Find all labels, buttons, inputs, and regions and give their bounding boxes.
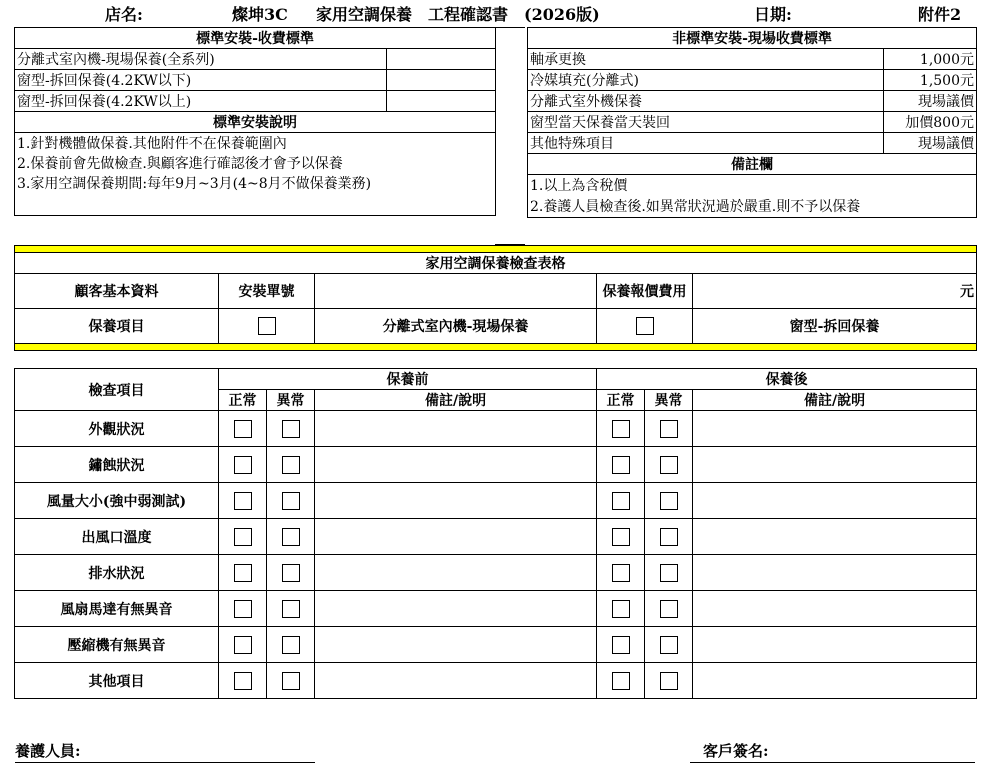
nonstandard-item: 窗型當天保養當天裝回 bbox=[528, 112, 884, 133]
standard-item: 窗型-拆回保養(4.2KW以下) bbox=[15, 70, 387, 91]
store-label: 店名: bbox=[105, 5, 143, 24]
standard-item: 窗型-拆回保養(4.2KW以上) bbox=[15, 91, 387, 112]
yellow-divider bbox=[15, 344, 977, 351]
checkbox[interactable] bbox=[612, 600, 630, 618]
before-remark-field[interactable] bbox=[315, 627, 597, 663]
before-normal-checkbox-cell[interactable] bbox=[219, 663, 267, 699]
nonstandard-item: 分離式室外機保養 bbox=[528, 91, 884, 112]
after-abnormal-checkbox-cell[interactable] bbox=[645, 483, 693, 519]
before-abnormal-checkbox-cell[interactable] bbox=[267, 555, 315, 591]
store-name: 燦坤3C bbox=[232, 5, 288, 24]
after-normal-checkbox-cell[interactable] bbox=[597, 519, 645, 555]
after-abnormal-checkbox-cell[interactable] bbox=[645, 591, 693, 627]
before-normal-checkbox-cell[interactable] bbox=[219, 627, 267, 663]
checkbox[interactable] bbox=[660, 564, 678, 582]
remarks-title: 備註欄 bbox=[528, 154, 977, 175]
after-remark-field[interactable] bbox=[693, 519, 977, 555]
inspection-row bbox=[15, 627, 977, 663]
before-remark-field[interactable] bbox=[315, 591, 597, 627]
inspection-row bbox=[15, 555, 977, 591]
before-label: 保養前 bbox=[219, 369, 597, 390]
inspection-row bbox=[15, 591, 977, 627]
after-normal-checkbox-cell[interactable] bbox=[597, 411, 645, 447]
option2-checkbox-cell[interactable] bbox=[597, 309, 693, 344]
before-abnormal-checkbox-cell[interactable] bbox=[267, 447, 315, 483]
before-remark-field[interactable] bbox=[315, 411, 597, 447]
nonstandard-item: 軸承更換 bbox=[528, 49, 884, 70]
standard-fee-table bbox=[14, 27, 496, 216]
after-remark-field[interactable] bbox=[693, 447, 977, 483]
nonstandard-price: 1,000元 bbox=[884, 49, 977, 70]
before-remark-field[interactable] bbox=[315, 519, 597, 555]
checkbox[interactable] bbox=[234, 600, 252, 618]
abnormal-label: 異常 bbox=[645, 390, 693, 411]
nonstandard-price: 現場議價 bbox=[884, 91, 977, 112]
checkbox[interactable] bbox=[234, 564, 252, 582]
before-abnormal-checkbox-cell[interactable] bbox=[267, 591, 315, 627]
checkbox[interactable] bbox=[660, 528, 678, 546]
inspection-item-label: 排水狀況 bbox=[15, 555, 219, 591]
remark-line: 2.養護人員檢查後.如異常狀況過於嚴重.則不予以保養 bbox=[528, 195, 977, 218]
standard-note: 3.家用空調保養期間:每年9月~3月(4~8月不做保養業務) bbox=[15, 173, 496, 193]
checkbox[interactable] bbox=[612, 492, 630, 510]
after-normal-checkbox-cell[interactable] bbox=[597, 483, 645, 519]
fee-label: 保養報價費用 bbox=[597, 274, 693, 309]
standard-price-cell[interactable] bbox=[387, 70, 496, 91]
before-abnormal-checkbox-cell[interactable] bbox=[267, 411, 315, 447]
inspection-table bbox=[14, 368, 977, 699]
normal-label: 正常 bbox=[597, 390, 645, 411]
nonstandard-item: 其他特殊項目 bbox=[528, 133, 884, 154]
nonstandard-price: 1,500元 bbox=[884, 70, 977, 91]
normal-label: 正常 bbox=[219, 390, 267, 411]
technician-label: 養護人員: bbox=[15, 742, 81, 760]
customer-signature-label: 客戶簽名: bbox=[703, 742, 769, 760]
before-normal-checkbox-cell[interactable] bbox=[219, 555, 267, 591]
after-remark-field[interactable] bbox=[693, 411, 977, 447]
checkbox[interactable] bbox=[282, 672, 300, 690]
check-form bbox=[14, 245, 977, 351]
check-form-title: 家用空調保養檢查表格 bbox=[15, 253, 977, 274]
remark-label: 備註/說明 bbox=[693, 390, 977, 411]
checkbox[interactable] bbox=[282, 456, 300, 474]
after-abnormal-checkbox-cell[interactable] bbox=[645, 519, 693, 555]
checkbox[interactable] bbox=[234, 456, 252, 474]
standard-note: 2.保養前會先做檢查.與顧客進行確認後才會予以保養 bbox=[15, 153, 496, 173]
inspection-row bbox=[15, 483, 977, 519]
currency-label: 元 bbox=[960, 284, 975, 300]
technician-signature-line[interactable] bbox=[15, 762, 315, 763]
checkbox[interactable] bbox=[612, 636, 630, 654]
after-abnormal-checkbox-cell[interactable] bbox=[645, 627, 693, 663]
inspection-row bbox=[15, 663, 977, 699]
abnormal-label: 異常 bbox=[267, 390, 315, 411]
standard-price-cell[interactable] bbox=[387, 49, 496, 70]
customer-signature-line[interactable] bbox=[690, 762, 975, 763]
before-remark-field[interactable] bbox=[315, 447, 597, 483]
option1-label: 分離式室內機-現場保養 bbox=[315, 309, 597, 344]
checkbox[interactable] bbox=[660, 636, 678, 654]
after-normal-checkbox-cell[interactable] bbox=[597, 591, 645, 627]
after-remark-field[interactable] bbox=[693, 555, 977, 591]
customer-label: 顧客基本資料 bbox=[15, 274, 219, 309]
checkbox[interactable] bbox=[234, 528, 252, 546]
checkbox[interactable] bbox=[612, 672, 630, 690]
inspect-label: 檢查項目 bbox=[15, 369, 219, 411]
checkbox[interactable] bbox=[234, 492, 252, 510]
inspection-rows bbox=[15, 411, 977, 699]
checkbox[interactable] bbox=[660, 456, 678, 474]
checkbox[interactable] bbox=[660, 420, 678, 438]
checkbox[interactable] bbox=[282, 636, 300, 654]
nonstandard-price: 加價800元 bbox=[884, 112, 977, 133]
after-remark-field[interactable] bbox=[693, 591, 977, 627]
after-abnormal-checkbox-cell[interactable] bbox=[645, 663, 693, 699]
after-normal-checkbox-cell[interactable] bbox=[597, 663, 645, 699]
standard-item: 分離式室內機-現場保養(全系列) bbox=[15, 49, 387, 70]
checkbox[interactable] bbox=[636, 317, 654, 335]
nonstandard-fee-table bbox=[527, 27, 977, 218]
column-divider bbox=[495, 27, 525, 245]
order-number-field[interactable] bbox=[315, 274, 597, 309]
checkbox[interactable] bbox=[660, 672, 678, 690]
inspection-item-label: 鏽蝕狀況 bbox=[15, 447, 219, 483]
after-remark-field[interactable] bbox=[693, 483, 977, 519]
before-remark-field[interactable] bbox=[315, 663, 597, 699]
before-abnormal-checkbox-cell[interactable] bbox=[267, 519, 315, 555]
before-abnormal-checkbox-cell[interactable] bbox=[267, 483, 315, 519]
before-normal-checkbox-cell[interactable] bbox=[219, 411, 267, 447]
before-remark-field[interactable] bbox=[315, 555, 597, 591]
after-remark-field[interactable] bbox=[693, 663, 977, 699]
nonstandard-title: 非標準安裝-現場收費標準 bbox=[528, 28, 977, 49]
checkbox[interactable] bbox=[612, 564, 630, 582]
inspection-item-label: 風量大小(強中弱測試) bbox=[15, 483, 219, 519]
form-title: 家用空調保養 工程確認書 (2026版) bbox=[316, 5, 600, 24]
standard-price-cell[interactable] bbox=[387, 91, 496, 112]
checkbox[interactable] bbox=[258, 317, 276, 335]
checkbox[interactable] bbox=[282, 600, 300, 618]
checkbox[interactable] bbox=[660, 600, 678, 618]
checkbox[interactable] bbox=[282, 528, 300, 546]
nonstandard-item: 冷媒填充(分離式) bbox=[528, 70, 884, 91]
after-normal-checkbox-cell[interactable] bbox=[597, 555, 645, 591]
before-normal-checkbox-cell[interactable] bbox=[219, 519, 267, 555]
inspection-item-label: 外觀狀況 bbox=[15, 411, 219, 447]
checkbox[interactable] bbox=[282, 492, 300, 510]
standard-notes-title: 標準安裝說明 bbox=[15, 112, 496, 133]
checkbox[interactable] bbox=[282, 564, 300, 582]
remark-line: 1.以上為含稅價 bbox=[528, 175, 977, 196]
nonstandard-price: 現場議價 bbox=[884, 133, 977, 154]
standard-title: 標準安裝-收費標準 bbox=[15, 28, 496, 49]
option1-checkbox-cell[interactable] bbox=[219, 309, 315, 344]
remark-label: 備註/說明 bbox=[315, 390, 597, 411]
after-remark-field[interactable] bbox=[693, 627, 977, 663]
checkbox[interactable] bbox=[660, 492, 678, 510]
before-abnormal-checkbox-cell[interactable] bbox=[267, 627, 315, 663]
inspection-item-label: 其他項目 bbox=[15, 663, 219, 699]
after-abnormal-checkbox-cell[interactable] bbox=[645, 447, 693, 483]
inspection-item-label: 風扇馬達有無異音 bbox=[15, 591, 219, 627]
inspection-row bbox=[15, 447, 977, 483]
standard-blank bbox=[15, 193, 496, 216]
standard-note: 1.針對機體做保養.其他附件不在保養範圍內 bbox=[15, 133, 496, 154]
after-label: 保養後 bbox=[597, 369, 977, 390]
checkbox[interactable] bbox=[234, 636, 252, 654]
after-normal-checkbox-cell[interactable] bbox=[597, 447, 645, 483]
after-abnormal-checkbox-cell[interactable] bbox=[645, 555, 693, 591]
item-label: 保養項目 bbox=[15, 309, 219, 344]
before-abnormal-checkbox-cell[interactable] bbox=[267, 663, 315, 699]
after-normal-checkbox-cell[interactable] bbox=[597, 627, 645, 663]
before-normal-checkbox-cell[interactable] bbox=[219, 591, 267, 627]
checkbox[interactable] bbox=[282, 420, 300, 438]
yellow-divider bbox=[15, 246, 977, 253]
before-normal-checkbox-cell[interactable] bbox=[219, 483, 267, 519]
checkbox[interactable] bbox=[612, 528, 630, 546]
date-label: 日期: bbox=[754, 5, 792, 24]
checkbox[interactable] bbox=[234, 420, 252, 438]
after-abnormal-checkbox-cell[interactable] bbox=[645, 411, 693, 447]
before-remark-field[interactable] bbox=[315, 483, 597, 519]
attachment-label: 附件2 bbox=[918, 5, 962, 24]
checkbox[interactable] bbox=[612, 456, 630, 474]
option2-label: 窗型-拆回保養 bbox=[693, 309, 977, 344]
fee-field[interactable] bbox=[693, 274, 977, 309]
inspection-item-label: 出風口溫度 bbox=[15, 519, 219, 555]
order-label: 安裝單號 bbox=[219, 274, 315, 309]
checkbox[interactable] bbox=[234, 672, 252, 690]
inspection-row bbox=[15, 411, 977, 447]
before-normal-checkbox-cell[interactable] bbox=[219, 447, 267, 483]
inspection-row bbox=[15, 519, 977, 555]
inspection-item-label: 壓縮機有無異音 bbox=[15, 627, 219, 663]
checkbox[interactable] bbox=[612, 420, 630, 438]
